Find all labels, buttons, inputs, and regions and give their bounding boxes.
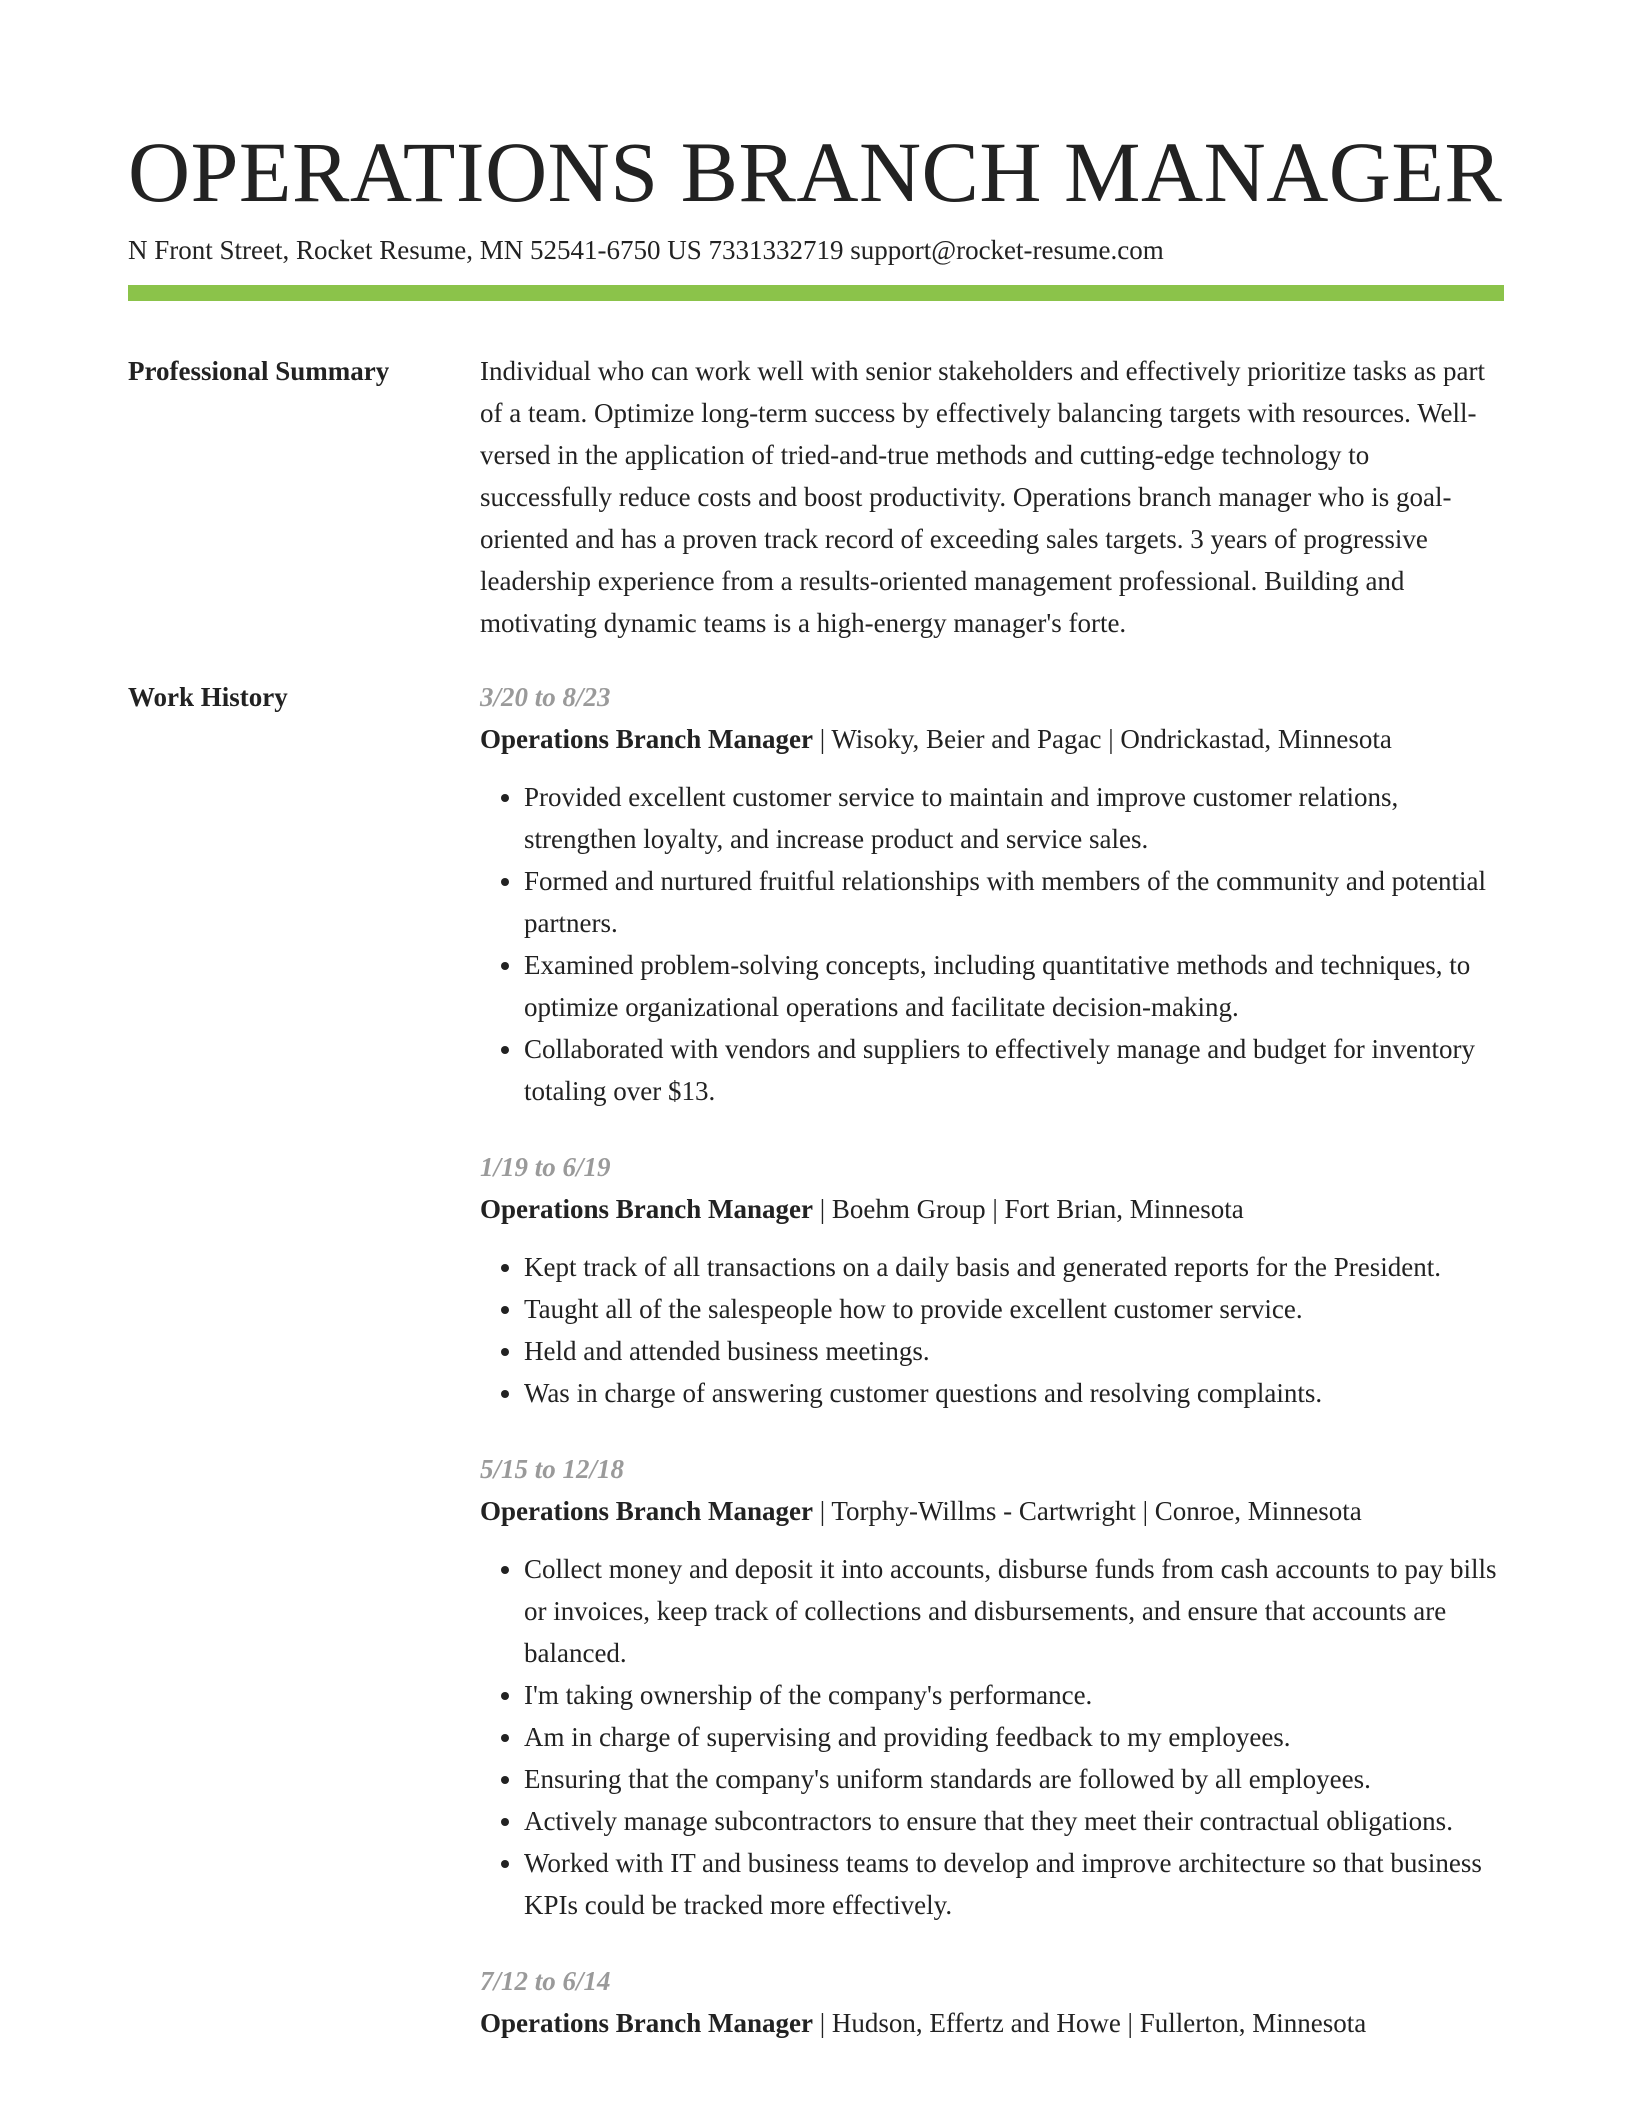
job-bullet: • Worked with IT and business teams to develop and improve architecture so that business KPIs could be tracked more effectively. [524,1842,1504,1926]
job-bullet: • I'm taking ownership of the company's performance. [524,1674,1504,1716]
job-title: Operations Branch Manager [480,1496,813,1526]
contact-line: N Front Street, Rocket Resume, MN 52541-6750 US 7331332719 support@rocket-resume.com [128,235,1164,265]
job-bullet: • Collaborated with vendors and suppliers to effectively manage and budget for inventory totaling over $13. [524,1028,1504,1112]
job-bullet: • Kept track of all transactions on a daily basis and generated reports for the President. [524,1246,1504,1288]
job-bullet: • Actively manage subcontractors to ensure that they meet their contractual obligations. [524,1800,1504,1842]
job-bullet-list [480,1548,1504,1926]
job-entry [480,676,1504,1112]
job-heading [480,2002,1504,2044]
job-bullet: • Formed and nurtured fruitful relationships with members of the community and potential partners. [524,860,1504,944]
resume-title: OPERATIONS BRANCH MANAGER [128,124,1503,220]
job-entry [480,1146,1504,1414]
accent-divider [128,285,1504,301]
work-history-label: Work History [128,682,288,712]
job-company-location: | Hudson, Effertz and Howe | Fullerton, Minnesota [812,2008,1367,2038]
job-heading [480,1490,1504,1532]
job-dates: 1/19 to 6/19 [480,1152,611,1182]
job-dates: 5/15 to 12/18 [480,1454,625,1484]
work-history-body [480,676,1504,2078]
job-bullet: • Ensuring that the company's uniform standards are followed by all employees. [524,1758,1504,1800]
job-title: Operations Branch Manager [480,724,813,754]
job-bullet: • Taught all of the salespeople how to provide excellent customer service. [524,1288,1504,1330]
job-bullet-list [480,1246,1504,1414]
job-bullet: • Held and attended business meetings. [524,1330,1504,1372]
job-bullet: • Examined problem-solving concepts, including quantitative methods and techniques, to optimize organizational operations and facilitate decision-making. [524,944,1504,1028]
job-title: Operations Branch Manager [480,2008,813,2038]
job-bullet: • Am in charge of supervising and providing feedback to my employees. [524,1716,1504,1758]
job-company-location: | Boehm Group | Fort Brian, Minnesota [812,1194,1244,1224]
job-bullet: • Was in charge of answering customer questions and resolving complaints. [524,1372,1504,1414]
job-company-location: | Wisoky, Beier and Pagac | Ondrickastad, Minnesota [812,724,1392,754]
job-company-location: | Torphy-Willms - Cartwright | Conroe, Minnesota [812,1496,1362,1526]
job-bullet: • Provided excellent customer service to maintain and improve customer relations, strengthen loyalty, and increase product and service sales. [524,776,1504,860]
job-bullet-list [480,776,1504,1112]
job-heading [480,1188,1504,1230]
job-dates: 7/12 to 6/14 [480,1966,611,1996]
job-entry [480,1960,1504,2044]
job-dates: 3/20 to 8/23 [480,682,611,712]
job-bullet: • Collect money and deposit it into accounts, disburse funds from cash accounts to pay bills or invoices, keep track of collections and disbursements, and ensure that accounts are balanced. [524,1548,1504,1674]
job-heading [480,718,1504,760]
summary-label: Professional Summary [128,356,390,386]
job-title: Operations Branch Manager [480,1194,813,1224]
job-entry [480,1448,1504,1926]
summary-text: Individual who can work well with senior stakeholders and effectively prioritize tasks as part of a team. Optimize long-term success by effectively balancing targets with resources. Well-versed in the application of tried-and-true methods and cutting-edge technology to successfully reduce costs and boost productivity. Operations branch manager who is goal-oriented and has a proven track record of exceeding sales targets. 3 years of progressive leadership experience from a results-oriented management professional. Building and motivating dynamic teams is a high-energy manager's forte. [480,356,1485,638]
summary-body [480,350,1504,644]
